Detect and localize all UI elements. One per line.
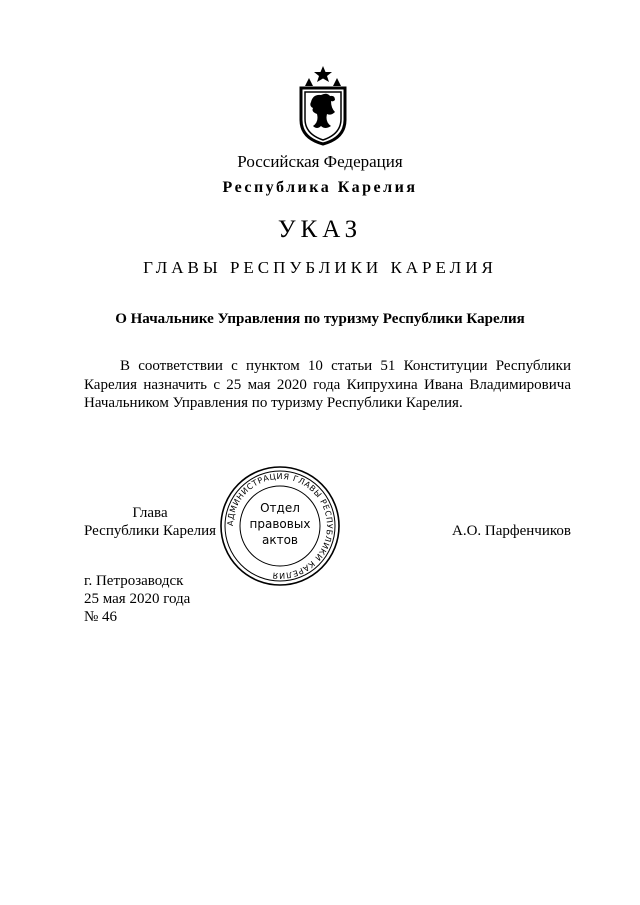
official-stamp-icon [218,464,342,588]
stamp-line-2: правовых [249,517,311,531]
issue-date: 25 мая 2020 года [84,591,191,607]
issue-city: г. Петрозаводск [84,573,184,589]
signer-position-line1: Глава [132,505,168,521]
stamp-line-1: Отдел [260,501,300,515]
document-footer [84,572,190,626]
signer-name: А.О. Парфенчиков [452,523,571,539]
karelia-coat-of-arms-icon [297,64,349,146]
issuer-title: ГЛАВЫ РЕСПУБЛИКИ КАРЕЛИЯ [143,258,497,277]
stamp-line-3: актов [261,533,299,547]
document-subject: О Начальнике Управления по туризму Республики Карелия [115,311,525,327]
document-number: № 46 [84,609,118,625]
document-type: УКАЗ [277,216,363,243]
document-body: В соответствии с пунктом 10 статьи 51 Конституции Республики Карелия назначить с 25 мая 2020 года Кипрухина Ивана Владимировича Начальником Управления по туризму Республики Карелия. [84,358,571,411]
stamp-ring-text: АДМИНИСТРАЦИЯ ГЛАВЫ РЕСПУБЛИКИ КАРЕЛИЯ [225,471,335,581]
country-name: Российская Федерация [237,152,403,171]
republic-name: Республика Карелия [222,179,418,196]
signer-position-line2: Республики Карелия [84,523,217,539]
